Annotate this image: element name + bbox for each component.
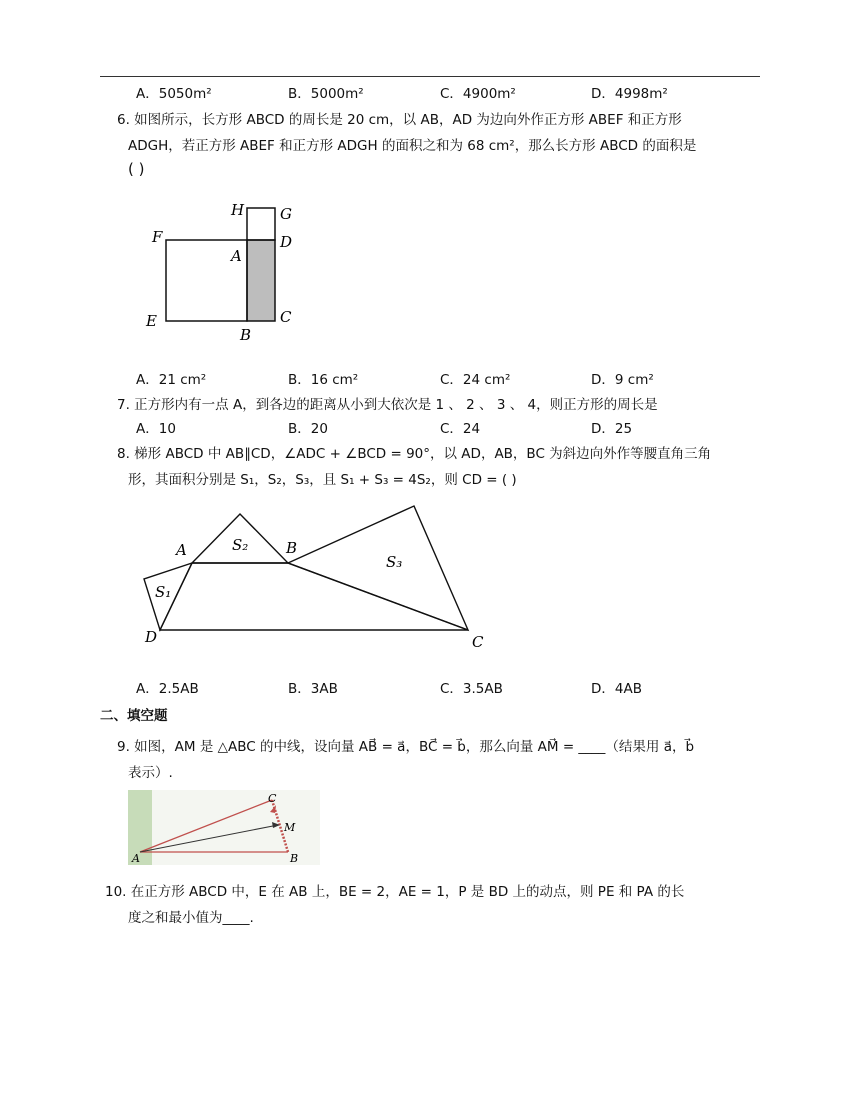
q8-label-a: A	[176, 541, 187, 559]
q8-text-line1: 8. 梯形 ABCD 中 AB∥CD，∠ADC + ∠BCD = 90°，以 AD，AB，BC 为斜边向外作等腰直角三角	[117, 446, 712, 462]
q8-label-s3: S₃	[386, 553, 403, 571]
q8-figure	[135, 500, 495, 658]
q6-label-f: F	[152, 228, 163, 246]
q6-answer-bracket: ( )	[128, 160, 145, 178]
q6-option-c: C．24 cm²	[440, 372, 511, 388]
q8-text-line2: 形，其面积分别是 S₁，S₂，S₃，且 S₁ + S₃ = 4S₂，则 CD = ( )	[128, 472, 517, 488]
q7-option-b: B．20	[288, 421, 328, 437]
q10-text-line2: 度之和最小值为____.	[128, 910, 254, 926]
q6-label-d: D	[280, 233, 293, 251]
q6-label-e: E	[146, 312, 157, 330]
q5-option-a: A．5050m²	[136, 86, 212, 102]
q9-label-a: A	[132, 852, 140, 865]
q6-figure	[140, 196, 310, 346]
q6-label-b: B	[240, 326, 252, 344]
q6-text-line1: 6. 如图所示，长方形 ABCD 的周长是 20 cm，以 AB，AD 为边向外作正方形 ABEF 和正方形	[117, 112, 682, 128]
q7-option-c: C．24	[440, 421, 481, 437]
q6-option-b: B．16 cm²	[288, 372, 359, 388]
q8-option-a: A．2.5AB	[136, 681, 199, 697]
q6-text-line2: ADGH，若正方形 ABEF 和正方形 ADGH 的面积之和为 68 cm²，那么长方形 ABCD 的面积是	[128, 138, 697, 154]
q9-label-c: C	[268, 792, 277, 805]
q8-label-s1: S₁	[155, 583, 172, 601]
q8-label-d: D	[145, 628, 158, 646]
q6-label-a: A	[231, 247, 242, 265]
q7-option-d: D．25	[591, 421, 633, 437]
q6-label-c: C	[280, 308, 292, 326]
q9-label-m: M	[284, 821, 296, 834]
q7-text-line1: 7. 正方形内有一点 A，到各边的距离从小到大依次是 1 、 2 、 3 、 4，则正方形的周长是	[117, 397, 658, 413]
q6-option-d: D．9 cm²	[591, 372, 654, 388]
q8-option-c: C．3.5AB	[440, 681, 503, 697]
q6-option-a: A．21 cm²	[136, 372, 207, 388]
q5-option-c: C．4900m²	[440, 86, 516, 102]
q5-option-b: B．5000m²	[288, 86, 364, 102]
q6-label-g: G	[280, 205, 292, 223]
q9-text-line1: 9. 如图，AM 是 △ABC 的中线，设向量 AB⃗ = a⃗，BC⃗ = b⃗，那么向量 AM⃗ = ____（结果用 a⃗，b⃗	[117, 739, 695, 755]
q8-option-d: D．4AB	[591, 681, 642, 697]
q6-label-h: H	[231, 201, 245, 219]
section-heading: 二、填空题	[100, 708, 168, 724]
q8-option-b: B．3AB	[288, 681, 338, 697]
q7-option-a: A．10	[136, 421, 176, 437]
top-rule	[100, 76, 760, 77]
q5-option-d: D．4998m²	[591, 86, 668, 102]
q8-label-b: B	[286, 539, 298, 557]
q10-text-line1: 10. 在正方形 ABCD 中，E 在 AB 上，BE = 2，AE = 1，P 是 BD 上的动点，则 PE 和 PA 的长	[105, 884, 685, 900]
q9-label-b: B	[290, 852, 299, 865]
q8-label-c: C	[472, 633, 484, 651]
q9-text-line2: 表示）.	[128, 765, 173, 781]
q9-figure	[128, 790, 320, 865]
q8-label-s2: S₂	[232, 536, 249, 554]
